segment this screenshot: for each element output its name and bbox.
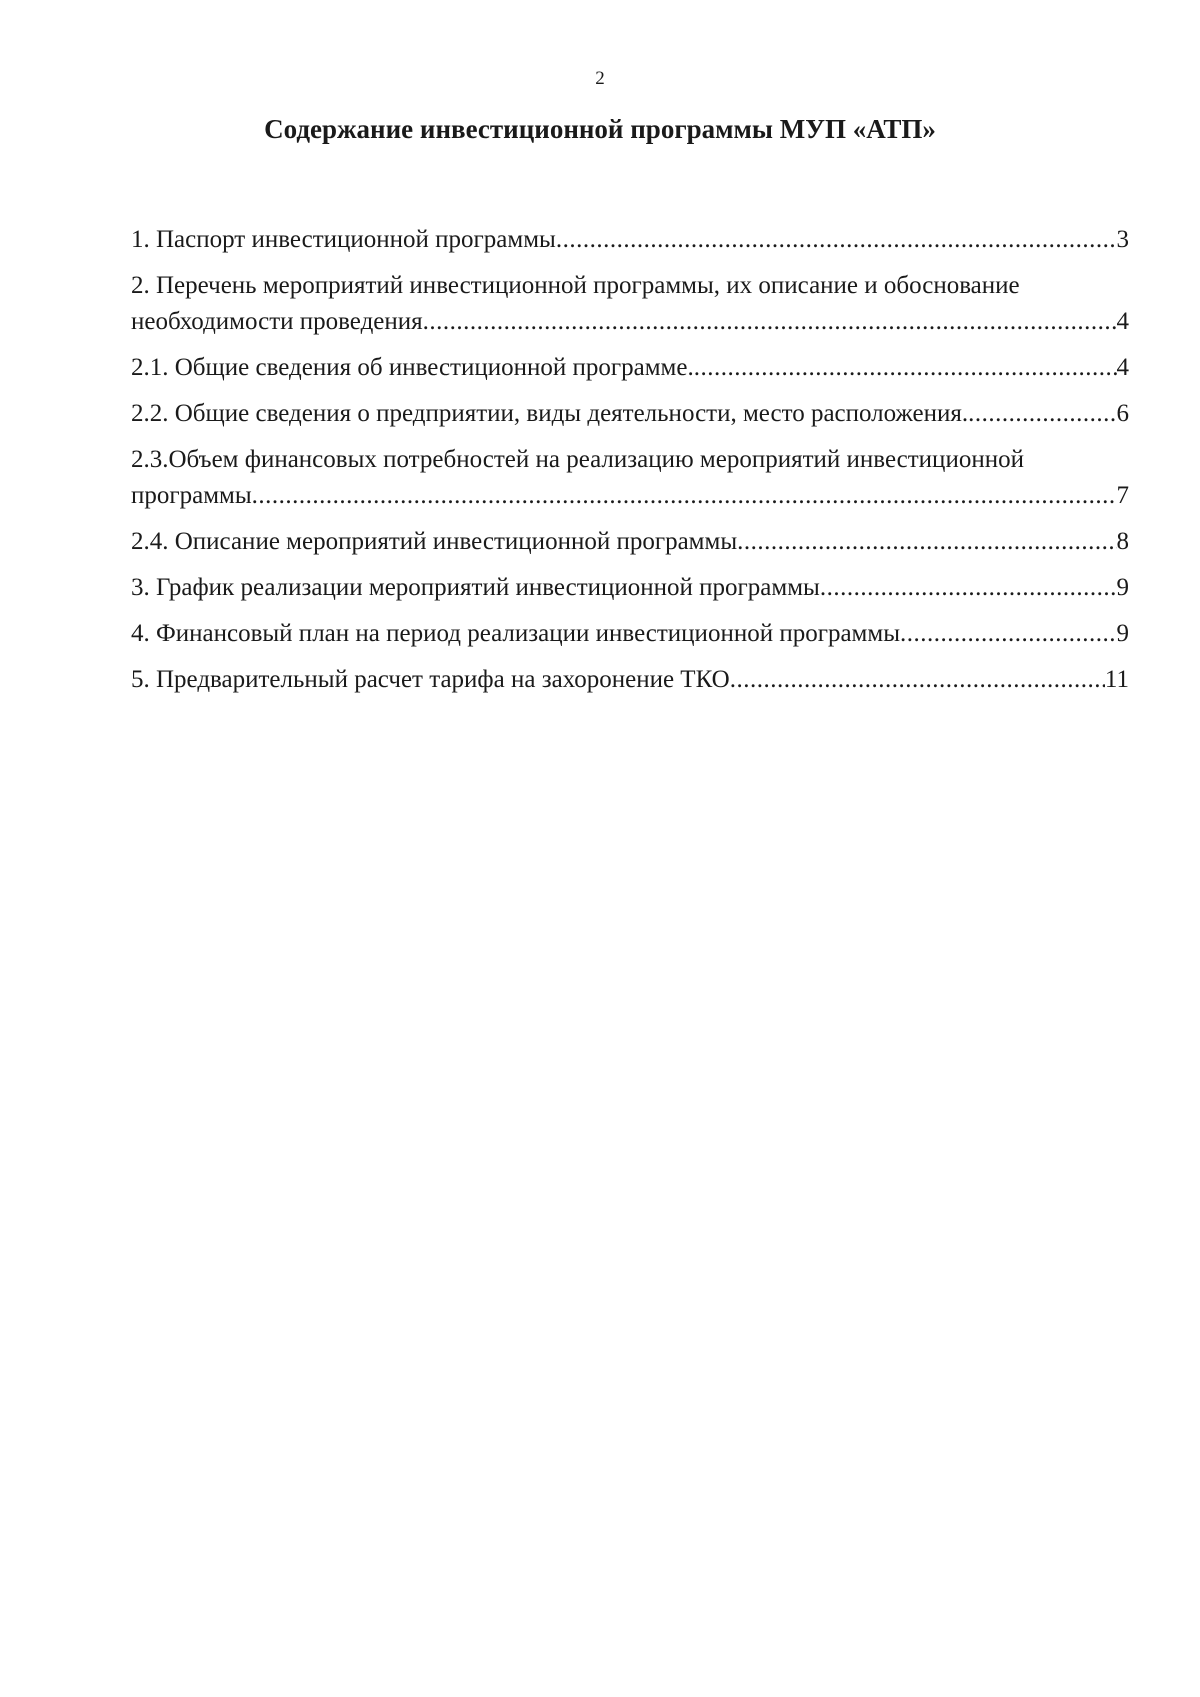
toc-page-number: 9: [1116, 574, 1129, 601]
toc-entry-text: необходимости проведения: [131, 308, 423, 335]
toc-entry: [131, 396, 1129, 432]
toc-entry-text: 3. График реализации мероприятий инвестиционной программы: [131, 574, 820, 601]
toc-line: [131, 222, 1129, 258]
toc-line: [131, 570, 1129, 606]
toc-line: [131, 304, 1129, 340]
toc-entry-text: 2.1. Общие сведения об инвестиционной программе.: [131, 354, 694, 381]
table-of-contents: [131, 222, 1129, 708]
toc-dot-leader: [820, 570, 1117, 606]
toc-dot-leader: [423, 304, 1117, 340]
toc-entry: [131, 268, 1129, 340]
toc-line: [131, 662, 1129, 698]
toc-entry-text: программы: [131, 482, 252, 509]
toc-page-number: 8: [1116, 528, 1129, 555]
toc-page-number: 11: [1104, 666, 1129, 693]
toc-dot-leader: [252, 478, 1117, 514]
toc-dot-leader: [737, 524, 1116, 560]
toc-entry: [131, 662, 1129, 698]
toc-line: [131, 350, 1129, 386]
toc-entry: [131, 524, 1129, 560]
toc-entry: [131, 616, 1129, 652]
toc-entry: [131, 442, 1129, 514]
toc-entry: [131, 350, 1129, 386]
toc-entry-text: 2.2. Общие сведения о предприятии, виды деятельности, место расположения.: [131, 400, 969, 427]
page-number: 2: [595, 68, 605, 89]
toc-dot-leader: [694, 350, 1117, 386]
toc-dot-leader: [900, 616, 1117, 652]
toc-entry-text: 5. Предварительный расчет тарифа на захоронение ТКО: [131, 666, 730, 693]
toc-entry-text-line1: 2. Перечень мероприятий инвестиционной программы, их описание и обоснование: [131, 272, 1020, 299]
toc-entry-text: 2.4. Описание мероприятий инвестиционной программы: [131, 528, 738, 555]
toc-entry-text-line1: 2.3.Объем финансовых потребностей на реализацию мероприятий инвестиционной: [131, 446, 1024, 473]
toc-dot-leader: [968, 396, 1116, 432]
toc-page-number: 4: [1116, 354, 1129, 381]
toc-entry: [131, 570, 1129, 606]
toc-page-number: 6: [1116, 400, 1129, 427]
toc-page-number: 4: [1116, 308, 1129, 335]
toc-dot-leader: [556, 222, 1117, 258]
toc-page-number: 3: [1116, 226, 1129, 253]
toc-entry-text: 4. Финансовый план на период реализации инвестиционной программы: [131, 620, 900, 647]
toc-line: [131, 616, 1129, 652]
toc-entry-text: 1. Паспорт инвестиционной программы: [131, 226, 556, 253]
toc-page-number: 7: [1116, 482, 1129, 509]
toc-line: [131, 396, 1129, 432]
document-title: Содержание инвестиционной программы МУП «АТП»: [264, 114, 936, 144]
toc-page-number: 9: [1116, 620, 1129, 647]
toc-entry: [131, 222, 1129, 258]
toc-line: [131, 478, 1129, 514]
toc-dot-leader: [730, 662, 1105, 698]
toc-line: [131, 524, 1129, 560]
